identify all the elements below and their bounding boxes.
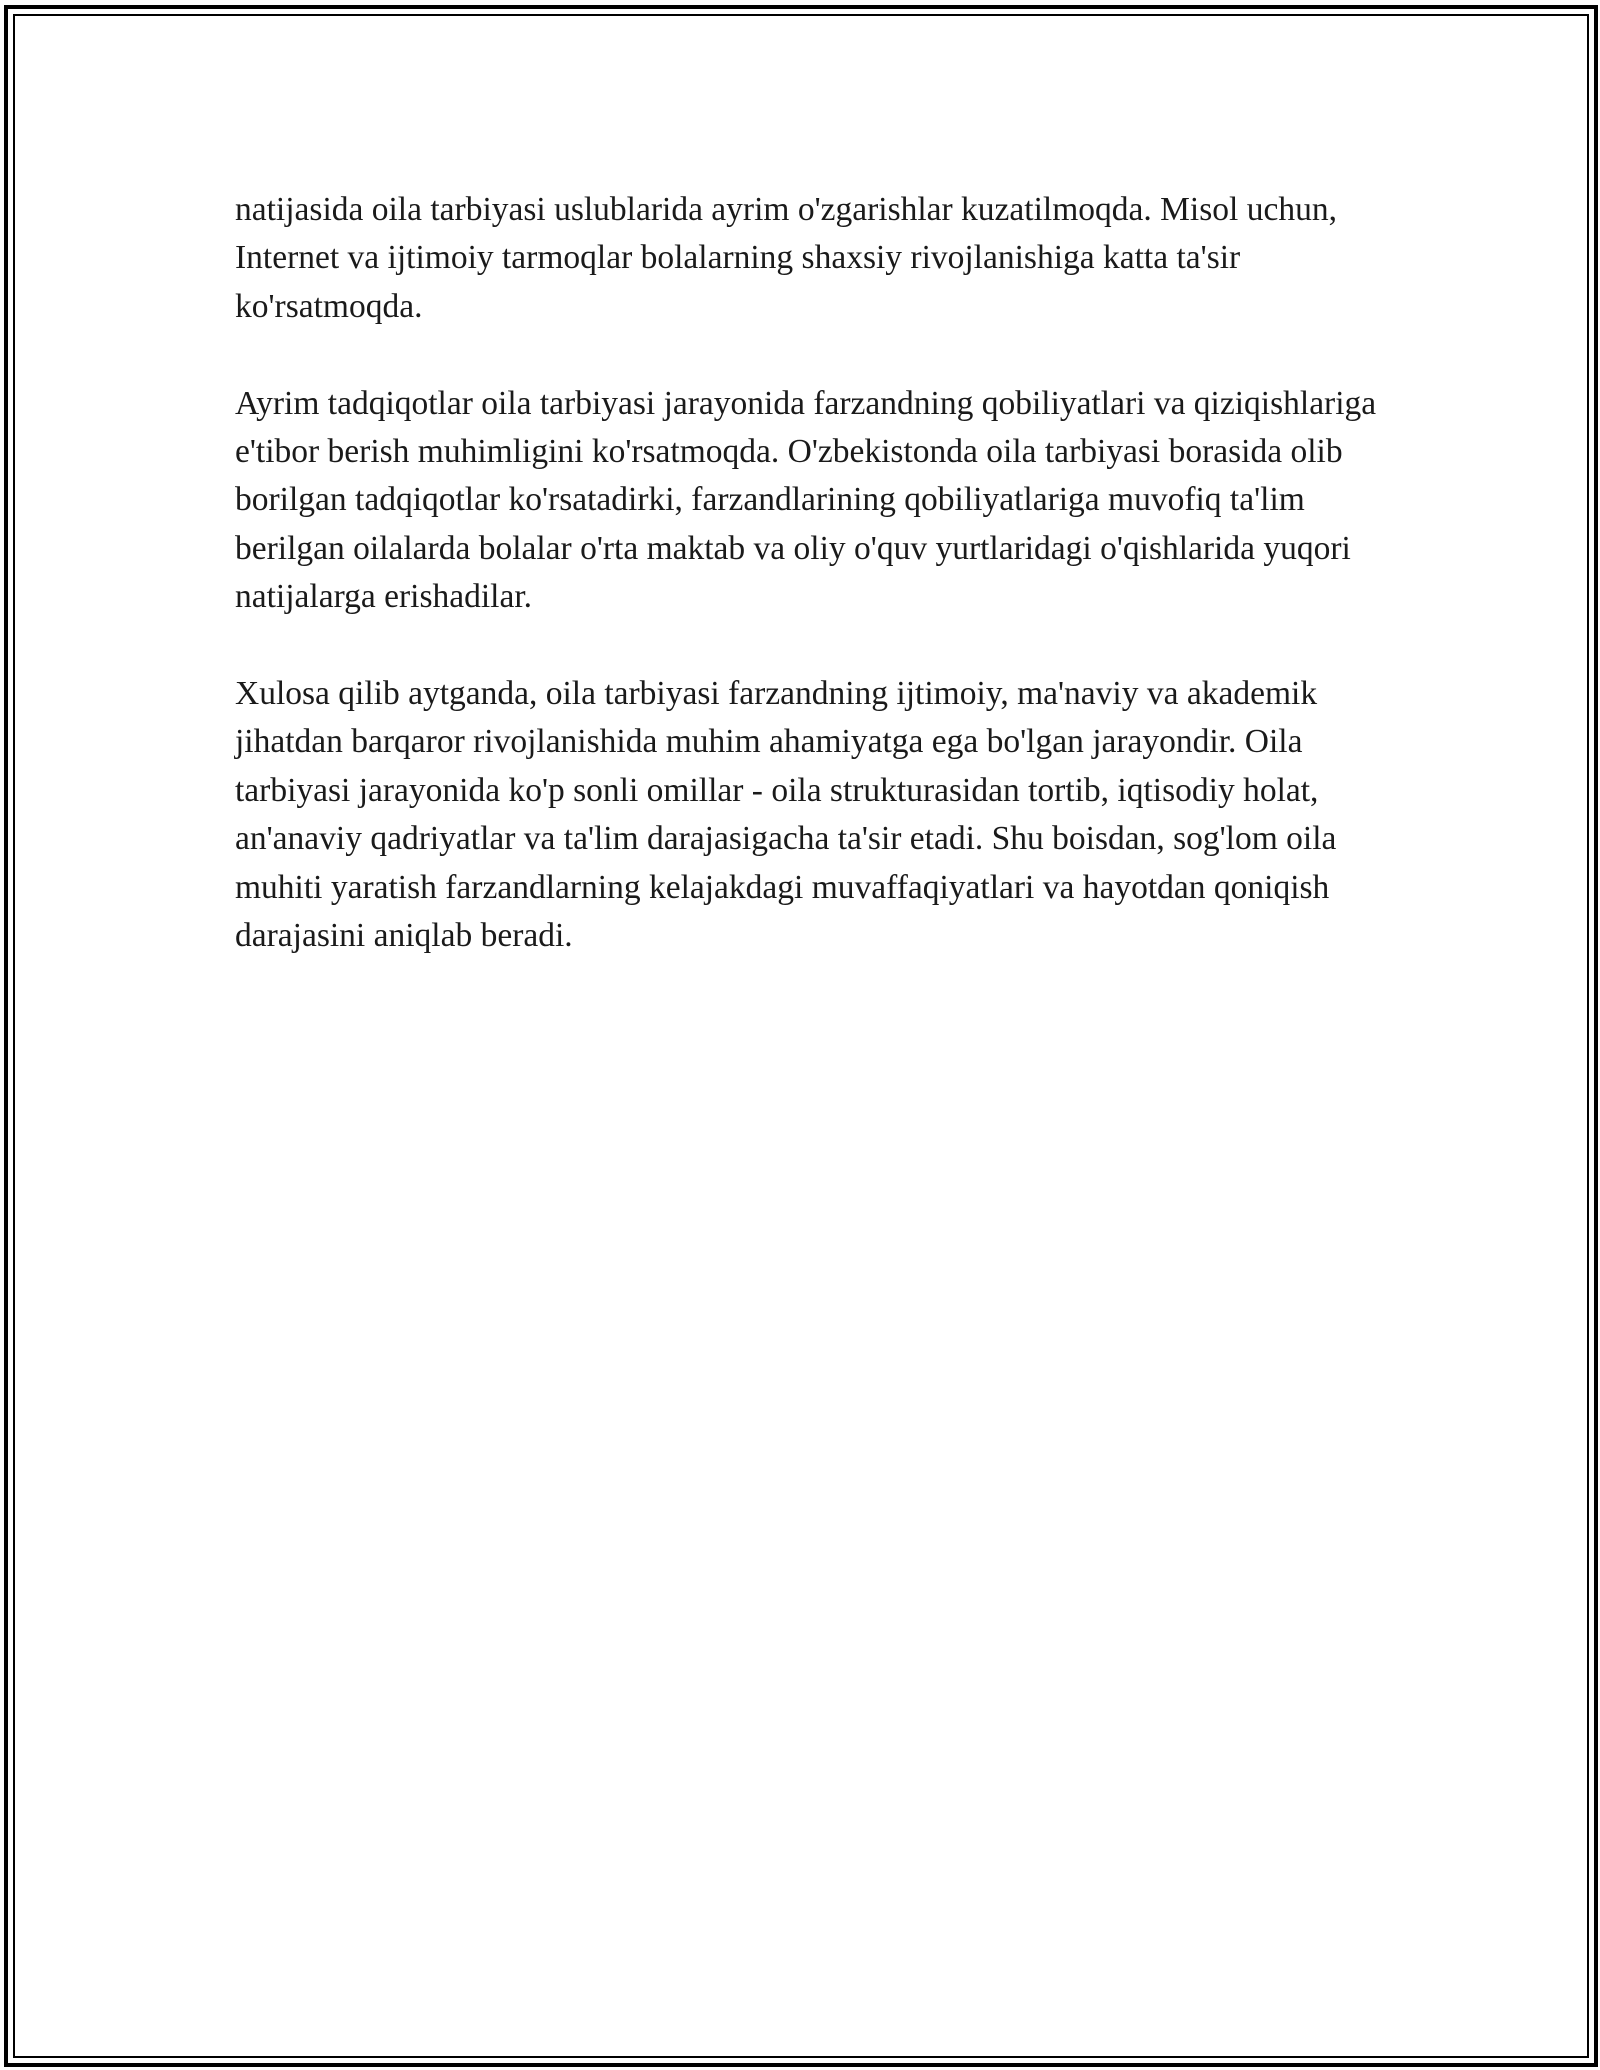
document-body: [235, 186, 1385, 1009]
paragraph-2: Ayrim tadqiqotlar oila tarbiyasi jarayonida farzandning qobiliyatlari va qiziqishlariga e'tibor berish muhimligini ko'rsatmoqda. O'zbekistonda oila tarbiyasi borasida olib borilgan tadqiqotlar ko'rsatadirki, farzandlarining qobiliyatlariga muvofiq ta'lim berilgan oilalarda bolalar o'rta maktab va oliy o'quv yurtlaridagi o'qishlarida yuqori natijalarga erishadilar.: [235, 384, 1377, 616]
paragraph-3: Xulosa qilib aytganda, oila tarbiyasi farzandning ijtimoiy, ma'naviy va akademik jihatdan barqaror rivojlanishida muhim ahamiyatga ega bo'lgan jarayondir. Oila tarbiyasi jarayonida ko'p sonli omillar - oila strukturasidan tortib, iqtisodiy holat, an'anaviy qadriyatlar va ta'lim darajasigacha ta'sir etadi. Shu boisdan, sog'lom oila muhiti yaratish farzandlarning kelajakdagi muvaffaqiyatlari va hayotdan qoniqish darajasini aniqlab beradi.: [235, 675, 1337, 955]
paragraph-1: natijasida oila tarbiyasi uslublarida ayrim o'zgarishlar kuzatilmoqda. Misol uchun, Internet va ijtimoiy tarmoqlar bolalarning shaxsiy rivojlanishiga katta ta'sir ko'rsatmoqda.: [235, 191, 1337, 325]
